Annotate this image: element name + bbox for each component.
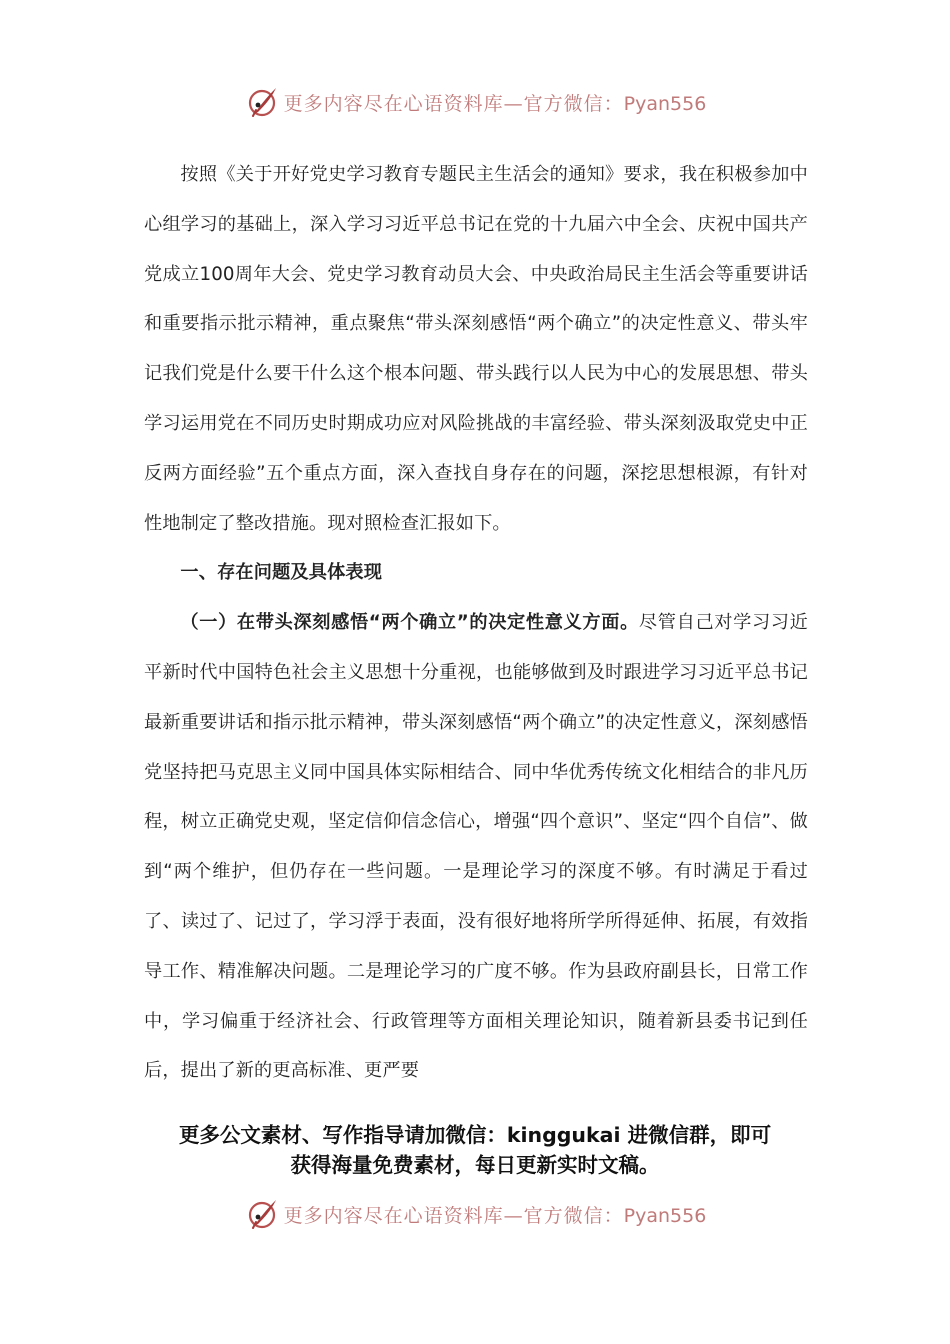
document-body — [144, 150, 808, 1096]
subsection-lead: （一）在带头深刻感悟“两个确立”的决定性意义方面。 — [180, 612, 639, 634]
watermark-group — [244, 84, 707, 120]
promo-line-2: 获得海量免费素材，每日更新实时文稿。 — [290, 1153, 660, 1177]
quill-pen-logo-icon — [244, 84, 280, 120]
promo-notice — [110, 1120, 840, 1180]
quill-pen-logo-icon — [244, 1196, 280, 1232]
intro-paragraph: 按照《关于开好党史学习教育专题民主生活会的通知》要求，我在积极参加中心组学习的基础上，深入学习习近平总书记在党的十九届六中全会、庆祝中国共产党成立100周年大会、党史学习教育动员大会、中央政治局民主生活会等重要讲话和重要指示批示精神，重点聚焦“带头深刻感悟“两个确立”的决定性意义、带头牢记我们党是什么要干什么这个根本问题、带头践行以人民为中心的发展思想、带头学习运用党在不同历史时期成功应对风险挑战的丰富经验、带头深刻汲取党史中正反两方面经验”五个重点方面，深入查找自身存在的问题，深挖思想根源，有针对性地制定了整改措施。现对照检查汇报如下。 — [144, 164, 808, 534]
watermark-group — [244, 1196, 707, 1232]
subsection-paragraph — [144, 598, 808, 1096]
header-watermark — [0, 82, 950, 122]
watermark-text: 更多内容尽在心语资料库—官方微信：Pyan556 — [283, 1204, 707, 1227]
watermark-wechat-id: Pyan556 — [623, 1204, 707, 1227]
watermark-wechat-id: Pyan556 — [623, 92, 707, 115]
promo-line-1: 更多公文素材、写作指导请加微信：kinggukai 进微信群，即可 — [178, 1123, 772, 1147]
watermark-text: 更多内容尽在心语资料库—官方微信：Pyan556 — [283, 92, 707, 115]
footer-watermark — [0, 1194, 950, 1234]
section-heading: 一、存在问题及具体表现 — [180, 562, 383, 584]
subsection-body: 尽管自己对学习习近平新时代中国特色社会主义思想十分重视，也能够做到及时跟进学习习近平总书记最新重要讲话和指示批示精神，带头深刻感悟“两个确立”的决定性意义，深刻感悟党坚持把马克思主义同中国具体实际相结合、同中华优秀传统文化相结合的非凡历程，树立正确党史观，坚定信仰信念信心，增强“四个意识”、坚定“四个自信”、做到“两个维护，但仍存在一些问题。一是理论学习的深度不够。有时满足于看过了、读过了、记过了，学习浮于表面，没有很好地将所学所得延伸、拓展，有效指导工作、精准解决问题。二是理论学习的广度不够。作为县政府副县长，日常工作中，学习偏重于经济社会、行政管理等方面相关理论知识，随着新县委书记到任后，提出了新的更高标准、更严要 — [144, 612, 808, 1082]
